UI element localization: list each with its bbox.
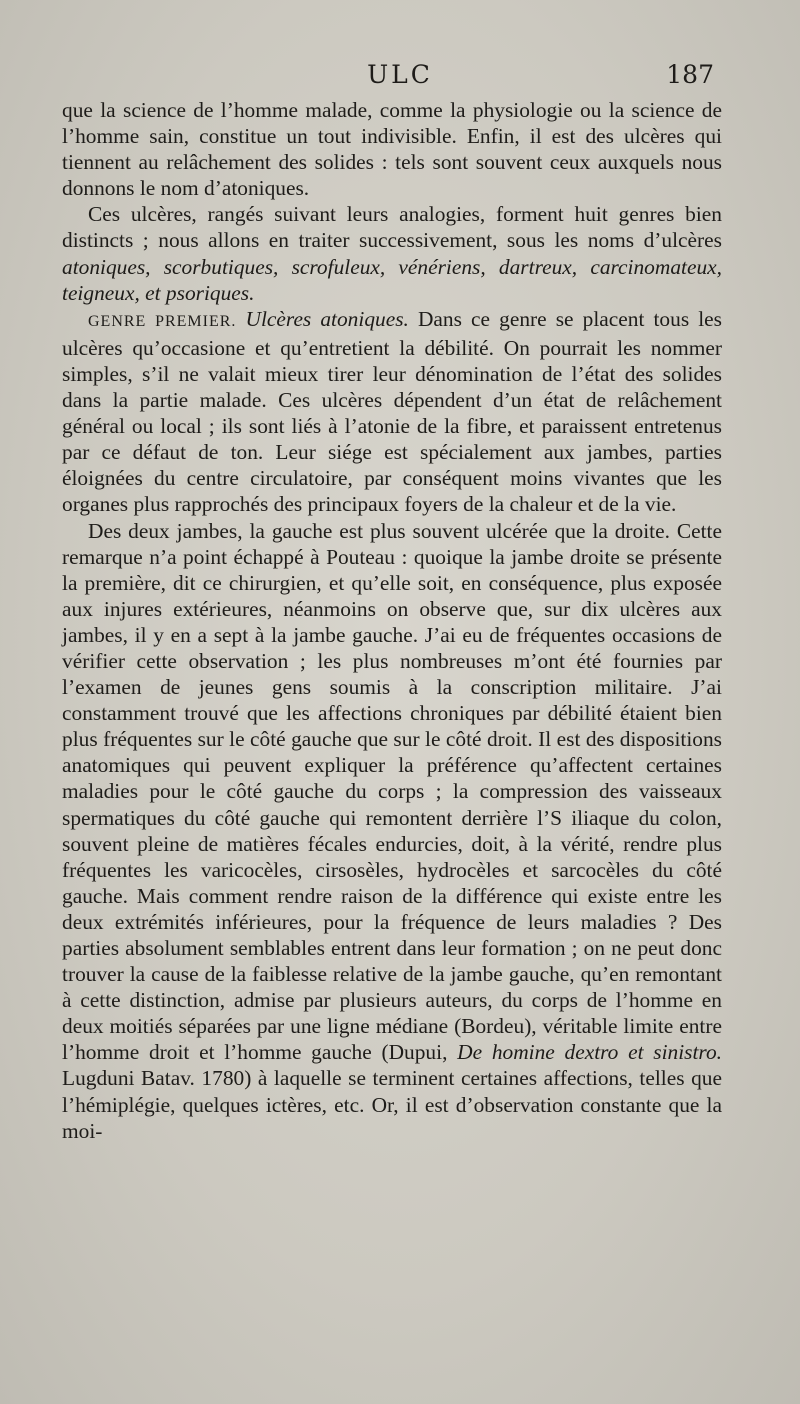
jambes-text-end: Lugduni Batav. 1780) à laquelle se terminent certaines affections, telles que l’hémiplégie, quelques ictères, etc. Or, il est d’observation constante que la moi- (62, 1066, 722, 1143)
page-number: 187 (666, 60, 714, 89)
citation-title: De homine dextro et sinistro. (457, 1040, 722, 1065)
genres-intro: Ces ulcères, rangés suivant leurs analogies, forment huit genres bien distincts ; nous allons en traiter successivement, sous les noms d’ulcères (62, 202, 722, 253)
jambes-text: Des deux jambes, la gauche est plus souvent ulcérée que la droite. Cette remarque n’a point échappé à Pouteau : quoique la jambe droite se présente la première, dit ce chirurgien, et qu’elle soit, en conséquence, plus exposée aux injures extérieures, néanmoins on observe que, sur dix ulcères aux jambes, il y en a sept à la jambe gauche. J’ai eu de fréquentes occasions de vérifier cette observation ; les plus nombreuses m’ont été fournies par l’examen de jeunes gens soumis à la conscription militaire. J’ai constamment trouvé que les affections chroniques par débilité étaient bien plus fréquentes sur le côté gauche que sur le côté droit. Il est des dispositions anatomiques qui peuvent expliquer la préférence qu’affectent certaines maladies pour le côté gauche du corps ; la compression des vaisseaux spermatiques du côté gauche qui remontent derrière l’S iliaque du colon, souvent pleine de matières fécales endurcies, doit, à la vérité, rendre plus fréquentes les varicocèles, cirsosèles, hydrocèles et sarcocèles du côté gauche. Mais comment rendre raison de la différence qui existe entre les deux extrémités inférieures, pour la fréquence de leurs maladies ? Des parties absolument semblables entrent dans leur formation ; on ne peut donc trouver la cause de la faiblesse relative de la jambe gauche, qu’en remontant à cette distinction, admise par plusieurs auteurs, du corps de l’homme en deux moitiés séparées par une ligne médiane (Bordeu), véritable limite entre l’homme droit et l’homme gauche (Dupui, (62, 518, 722, 1065)
page-header (0, 60, 800, 100)
section-body: Dans ce genre se placent tous les ulcères qu’occasione et qu’entretient la débilité. On pourrait les nommer simples, s’il ne valait mieux tirer leur dénomination de l’état des solides dans la partie malade. Ces ulcères dépendent d’un état de relâchement général ou local ; ils sont liés à l’atonie de la fibre, et paraissent entretenus par ce défaut de ton. Leur siége est spécialement aux jambes, parties éloignées du centre circulatoire, par conséquent moins vivantes que les organes plus rapprochés des principaux foyers de la chaleur et de la vie. (62, 306, 723, 517)
paragraph-genres (62, 201, 722, 305)
running-head: ULC (367, 60, 433, 89)
section-title: Ulcères atoniques. (245, 306, 409, 331)
paragraph-jambes (62, 518, 722, 1144)
section-label: GENRE PREMIER. (88, 312, 237, 330)
body-text (62, 97, 722, 1144)
paragraph-genre-premier (62, 306, 722, 518)
paragraph-continuation: que la science de l’homme malade, comme la physiologie ou la science de l’homme sain, constitue un tout indivisible. Enfin, il est des ulcères qui tiennent au relâchement des solides : tels sont souvent ceux auxquels nous donnons le nom d’atoniques. (62, 98, 722, 201)
genres-list: atoniques, scorbutiques, scrofuleux, vénériens, dartreux, carcinomateux, teigneux, et psoriques. (62, 254, 722, 305)
